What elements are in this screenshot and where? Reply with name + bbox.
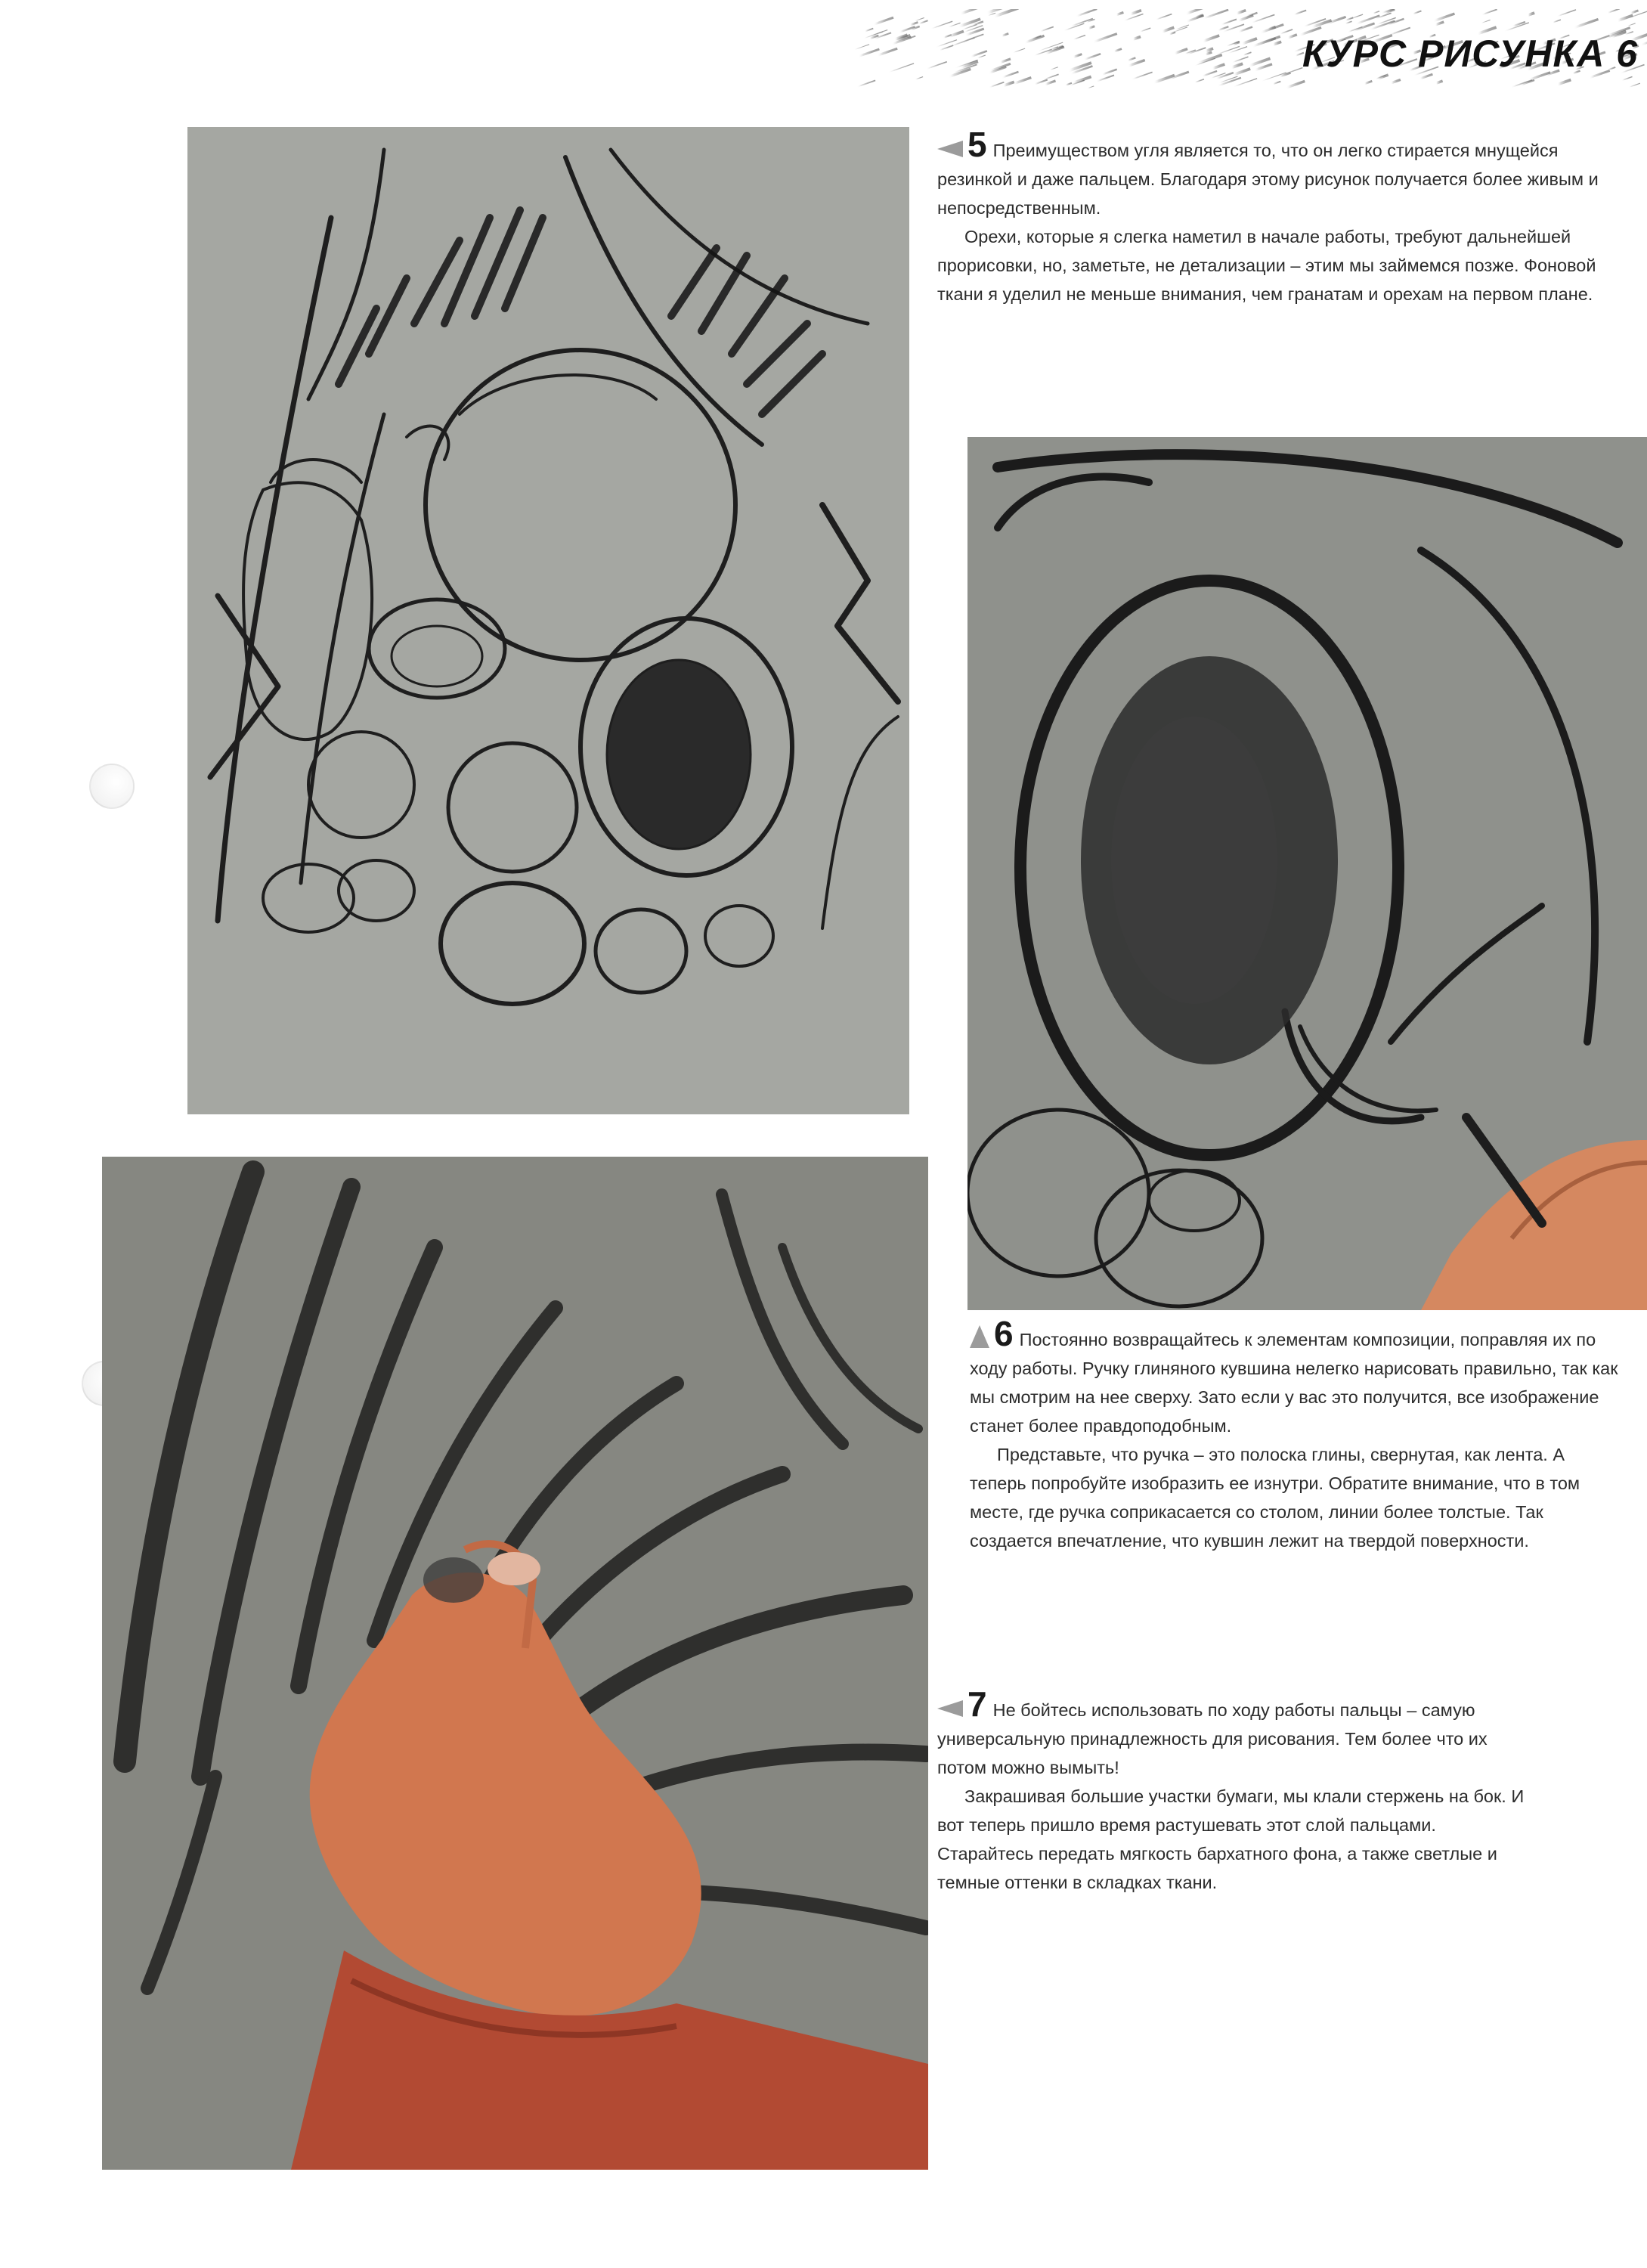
header-title: КУРС РИСУНКА 6 [1302, 33, 1638, 75]
header-texture-stroke [1630, 11, 1638, 14]
step-7-number: 7 [967, 1684, 987, 1724]
jug-detail-photo [967, 437, 1647, 1310]
header-texture-stroke [936, 40, 957, 48]
header-texture-stroke [878, 48, 897, 55]
header-texture-stroke [1232, 57, 1248, 63]
header-texture-stroke [1096, 76, 1114, 82]
header-texture-stroke [1073, 76, 1091, 83]
header-texture-stroke [1073, 54, 1082, 57]
header-texture-stroke [1212, 64, 1225, 69]
header-texture-stroke [1088, 86, 1094, 88]
header-texture-stroke [854, 45, 869, 50]
header-texture-stroke [1050, 67, 1058, 70]
header-texture-stroke [1043, 74, 1058, 79]
header-texture-stroke [1242, 39, 1257, 44]
header-texture-stroke [1345, 17, 1353, 20]
header-texture-stroke [888, 64, 914, 73]
header-texture-stroke [1436, 81, 1443, 83]
header-texture-stroke [1481, 20, 1490, 23]
header-texture-stroke [1102, 70, 1117, 75]
header-texture-stroke [1128, 57, 1135, 60]
header-texture-stroke [1288, 35, 1297, 38]
header-texture-stroke [1557, 80, 1571, 85]
header-texture-stroke [1073, 36, 1085, 40]
header-texture-stroke [1260, 24, 1283, 33]
step-7-paragraph-1: 7 Не бойтесь использовать по ходу работы пальцы – самую универсальную принадлежность для рисования. Тем более что их потом можно вымыть! [937, 1684, 1488, 1777]
header-texture-stroke [1084, 54, 1101, 60]
step-5-paragraph-1: 5 Преимуществом угля является то, что он легко стирается мнущейся резинкой и даже пальцем. Благодаря этому рисунок получается более живым и непосредственным. [937, 125, 1599, 218]
header-texture-stroke [1132, 72, 1152, 79]
still-life-drawing [187, 127, 909, 1114]
header-texture-stroke [1262, 73, 1286, 82]
header-texture-stroke [948, 23, 960, 27]
hand-smudging-drawing [102, 1157, 928, 2170]
step-5-number: 5 [967, 125, 987, 164]
header-texture-stroke [1002, 72, 1019, 78]
header-texture-stroke [1140, 28, 1150, 32]
header-texture-stroke [1162, 27, 1174, 32]
header-texture-stroke [1356, 16, 1380, 24]
header-texture-stroke [926, 62, 946, 70]
header-texture-stroke [1040, 26, 1054, 31]
header-texture-stroke [1002, 33, 1008, 36]
step-5-text [937, 125, 1602, 308]
header-texture-stroke [1373, 11, 1379, 14]
header-band [854, 9, 1647, 92]
header-texture-stroke [1093, 34, 1117, 42]
header-texture-stroke [1286, 81, 1305, 88]
step-7-paragraph-2: Закрашивая большие участки бумаги, мы клали стержень на бок. И вот теперь пришло время растушевать этот слой пальцами. Старайтесь передать мягкость бархатного фона, а также светлые и темные оттенки в складках ткани. [937, 1786, 1525, 1892]
header-texture-stroke [1251, 14, 1274, 23]
header-texture-stroke [1273, 82, 1280, 85]
left-arrow-icon [937, 141, 963, 157]
hand-smudging-photo [102, 1157, 928, 2170]
header-texture-stroke [1364, 81, 1372, 84]
header-texture-stroke [1195, 79, 1204, 82]
header-texture-stroke [919, 20, 928, 23]
header-texture-stroke [1239, 27, 1252, 32]
header-texture-stroke [1156, 14, 1172, 20]
header-texture-stroke [1574, 19, 1598, 27]
header-texture-stroke [1088, 26, 1094, 29]
header-texture-stroke [1076, 9, 1097, 17]
header-texture-stroke [1128, 60, 1145, 66]
step-6-text [970, 1314, 1620, 1555]
header-texture-stroke [1345, 21, 1352, 23]
header-texture-stroke [1014, 78, 1031, 84]
header-texture-stroke [962, 34, 984, 42]
header-texture-stroke [1294, 11, 1306, 15]
step-7-marker [937, 1684, 987, 1724]
header-texture-stroke [1013, 48, 1025, 53]
header-texture-stroke [1520, 80, 1534, 85]
header-texture-stroke [1000, 59, 1011, 63]
header-texture-stroke [1433, 14, 1454, 21]
header-texture-stroke [1231, 64, 1243, 67]
header-texture-stroke [915, 17, 924, 20]
header-texture-stroke [874, 17, 893, 24]
header-texture-stroke [965, 29, 984, 36]
header-texture-stroke [1622, 76, 1633, 80]
jug-detail-drawing [967, 437, 1647, 1310]
step-5-marker [937, 125, 987, 164]
header-texture-stroke [1114, 49, 1122, 52]
step-6-marker [970, 1314, 1014, 1353]
header-texture-stroke [1233, 69, 1250, 75]
header-texture-stroke [1116, 12, 1124, 14]
left-arrow-icon [937, 1700, 963, 1717]
header-texture-stroke [865, 29, 873, 32]
header-texture-stroke [910, 22, 918, 25]
header-texture-stroke [1203, 36, 1219, 42]
header-texture-stroke [1553, 20, 1561, 23]
header-texture-stroke [930, 21, 952, 29]
header-texture-stroke [1528, 13, 1534, 15]
header-texture-stroke [1187, 48, 1206, 54]
header-texture-stroke [1025, 36, 1045, 42]
header-texture-stroke [1206, 48, 1213, 51]
header-texture-stroke [1221, 19, 1237, 24]
header-texture-stroke [1273, 42, 1281, 45]
header-texture-stroke [1435, 22, 1444, 25]
step-6-number: 6 [994, 1314, 1014, 1353]
header-texture-stroke [1481, 9, 1497, 14]
header-texture-stroke [1070, 19, 1093, 26]
header-texture-stroke [977, 55, 986, 58]
header-texture-stroke [1280, 29, 1293, 34]
header-texture-stroke [1413, 11, 1421, 14]
binder-hole-top [89, 764, 135, 809]
header-texture-stroke [1202, 71, 1217, 76]
still-life-photo [187, 127, 909, 1114]
header-texture-stroke [1237, 11, 1246, 14]
step-5-paragraph-2: Орехи, которые я слегка наметил в начале работы, требуют дальнейшей прорисовки, но, заметьте, не детализации – этим мы займемся позже. Фоновой ткани я уделил не меньше внимания, чем гранатам и орехам на первом плане. [937, 227, 1596, 304]
header-texture-stroke [1391, 79, 1401, 82]
header-texture-stroke [1195, 15, 1203, 18]
header-texture-stroke [1557, 10, 1576, 17]
header-texture-stroke [1004, 82, 1014, 85]
header-texture-stroke [939, 45, 953, 51]
header-texture-stroke [915, 77, 923, 80]
header-texture-stroke [1627, 23, 1635, 26]
header-texture-stroke [960, 9, 980, 14]
header-texture-stroke [858, 49, 879, 57]
header-texture-stroke [1629, 83, 1640, 87]
header-texture-stroke [1203, 10, 1228, 19]
header-texture-stroke [1206, 52, 1212, 54]
up-arrow-icon [970, 1325, 989, 1348]
header-texture-stroke [1175, 49, 1188, 54]
header-texture-stroke [1124, 14, 1144, 20]
header-texture-stroke [989, 82, 1005, 88]
step-6-paragraph-2: Представьте, что ручка – это полоска глины, свернутая, как лента. А теперь попробуйте изобразить ее изнутри. Обратите внимание, что в том месте, где ручка соприкасается со столом, линии более толстые. Так создается впечатление, что кувшин лежит на твердой поверхности. [970, 1445, 1580, 1551]
header-texture-stroke [1045, 81, 1055, 85]
header-texture-stroke [949, 31, 964, 36]
header-texture-stroke [1130, 11, 1141, 14]
header-texture-stroke [1618, 15, 1633, 20]
header-texture-stroke [857, 80, 875, 86]
header-texture-stroke [1197, 55, 1222, 64]
header-texture-stroke [1133, 36, 1141, 39]
step-6-paragraph-1: 6 Постоянно возвращайтесь к элементам композиции, поправляя их по ходу работы. Ручку глиняного кувшина нелегко нарисовать правильно, так как мы смотрим на нее сверху. Зато если у вас это получится, все изображение станет более правдоподобным. [970, 1314, 1618, 1436]
step-7-text [937, 1684, 1527, 1897]
header-texture-stroke [1186, 9, 1203, 14]
header-texture-stroke [1608, 9, 1620, 13]
header-texture-stroke [1255, 64, 1272, 70]
header-texture-stroke [1243, 52, 1251, 55]
